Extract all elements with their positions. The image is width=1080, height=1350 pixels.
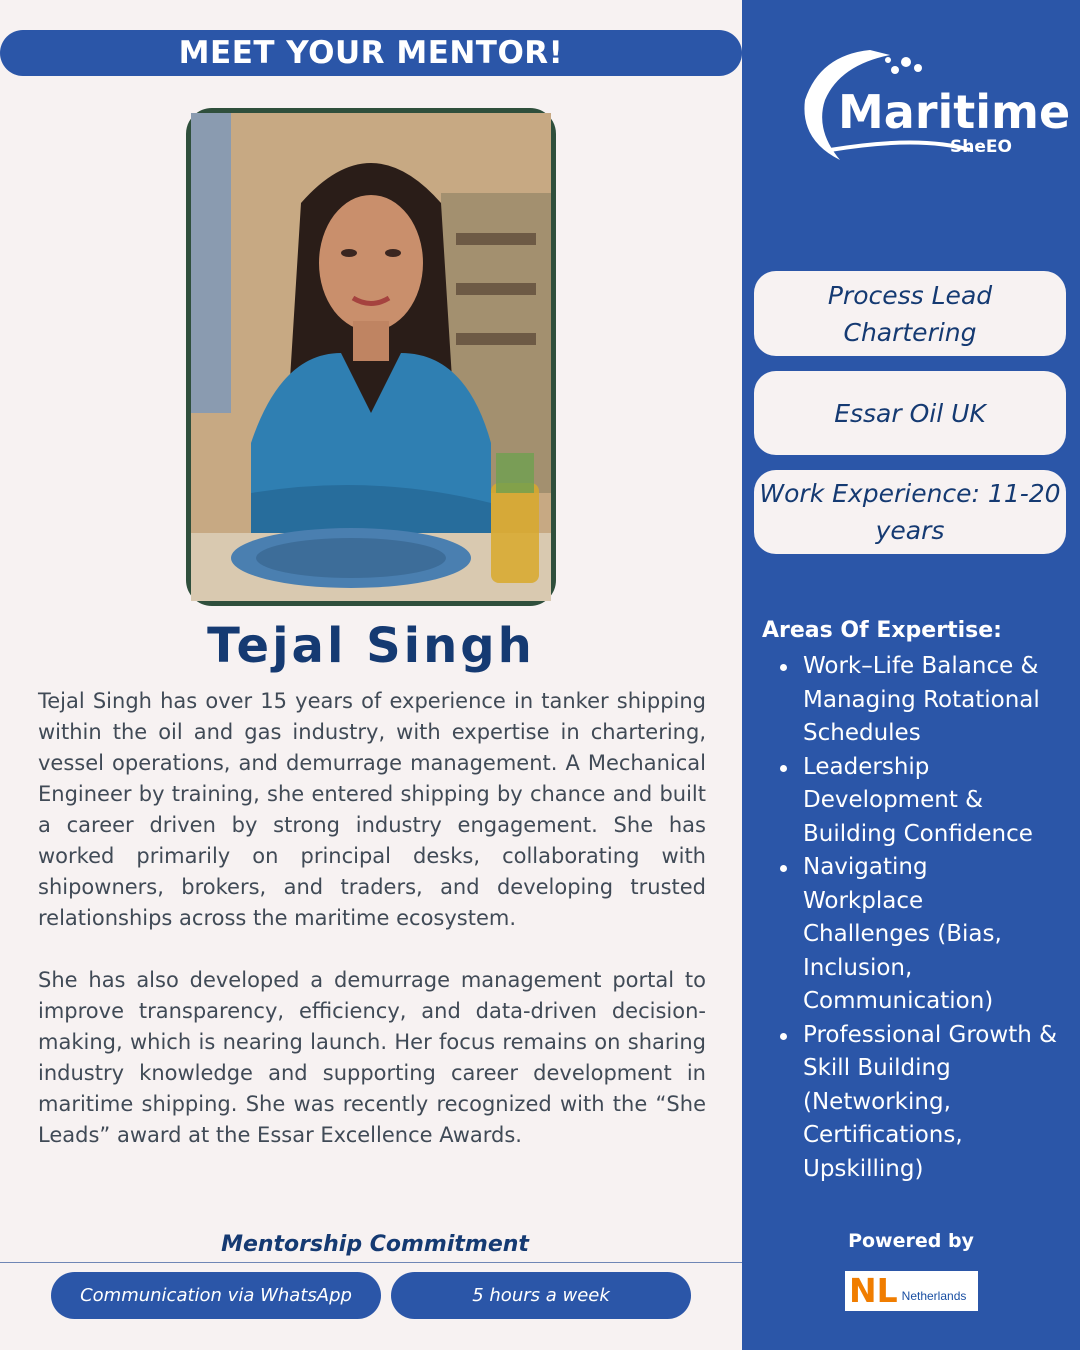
mentor-name: Tejal Singh bbox=[207, 618, 535, 674]
sponsor-logo bbox=[845, 1271, 978, 1311]
experience-card bbox=[754, 470, 1066, 554]
list-item: Professional Growth & Skill Building (Networking, Certifications, Upskilling) bbox=[779, 1019, 1075, 1187]
bio-paragraph: She has also developed a demurrage management portal to improve transparency, efficiency, and data-driven decision-making, which is nearing launch. Her focus remains on sharing industry knowledge and supporting career development in maritime shipping. She was recently recognized with the “She Leads” award at the Essar Excellence Awards. bbox=[38, 968, 706, 1147]
sponsor-text: Netherlands bbox=[901, 1289, 967, 1303]
list-item: Leadership Development & Building Confidence bbox=[779, 751, 1075, 852]
expertise-list bbox=[779, 650, 1075, 1186]
role-text: Process Lead Chartering bbox=[827, 280, 993, 347]
experience-text: Work Experience: 11-20 years bbox=[759, 479, 1061, 545]
company-text: Essar Oil UK bbox=[834, 398, 986, 428]
mentor-portrait-icon bbox=[191, 113, 551, 601]
divider bbox=[0, 1262, 742, 1263]
sponsor-mark: NL bbox=[849, 1271, 898, 1310]
logo-wordmark: Maritime bbox=[838, 85, 1071, 139]
header-banner bbox=[0, 30, 742, 76]
list-item: Work–Life Balance & Managing Rotational Schedules bbox=[779, 650, 1075, 751]
commitment-title: Mentorship Commitment bbox=[221, 1232, 529, 1257]
commitment-hours-badge: 5 hours a week bbox=[391, 1272, 691, 1319]
expertise-title: Areas Of Expertise: bbox=[762, 618, 1002, 643]
mentor-bio bbox=[38, 686, 706, 1151]
maritime-sheeo-logo-icon bbox=[800, 40, 1071, 170]
role-card bbox=[754, 271, 1066, 356]
logo-subtitle: SheEO bbox=[950, 137, 1012, 157]
list-item: Navigating Workplace Challenges (Bias, Inclusion, Communication) bbox=[779, 851, 1075, 1019]
powered-by-label: Powered by bbox=[848, 1230, 974, 1252]
company-card bbox=[754, 371, 1066, 455]
mentor-photo bbox=[186, 108, 556, 606]
header-title: MEET YOUR MENTOR! bbox=[178, 35, 564, 71]
commitment-communication-badge: Communication via WhatsApp bbox=[51, 1272, 381, 1319]
bio-paragraph: Tejal Singh has over 15 years of experience in tanker shipping within the oil and gas industry, with expertise in chartering, vessel operations, and demurrage management. A Mechanical Engineer by training, she entered shipping by chance and built a career driven by strong industry engagement. She has worked primarily on principal desks, collaborating with shipowners, brokers, and traders, and developing trusted relationships across the maritime ecosystem. bbox=[38, 689, 706, 930]
